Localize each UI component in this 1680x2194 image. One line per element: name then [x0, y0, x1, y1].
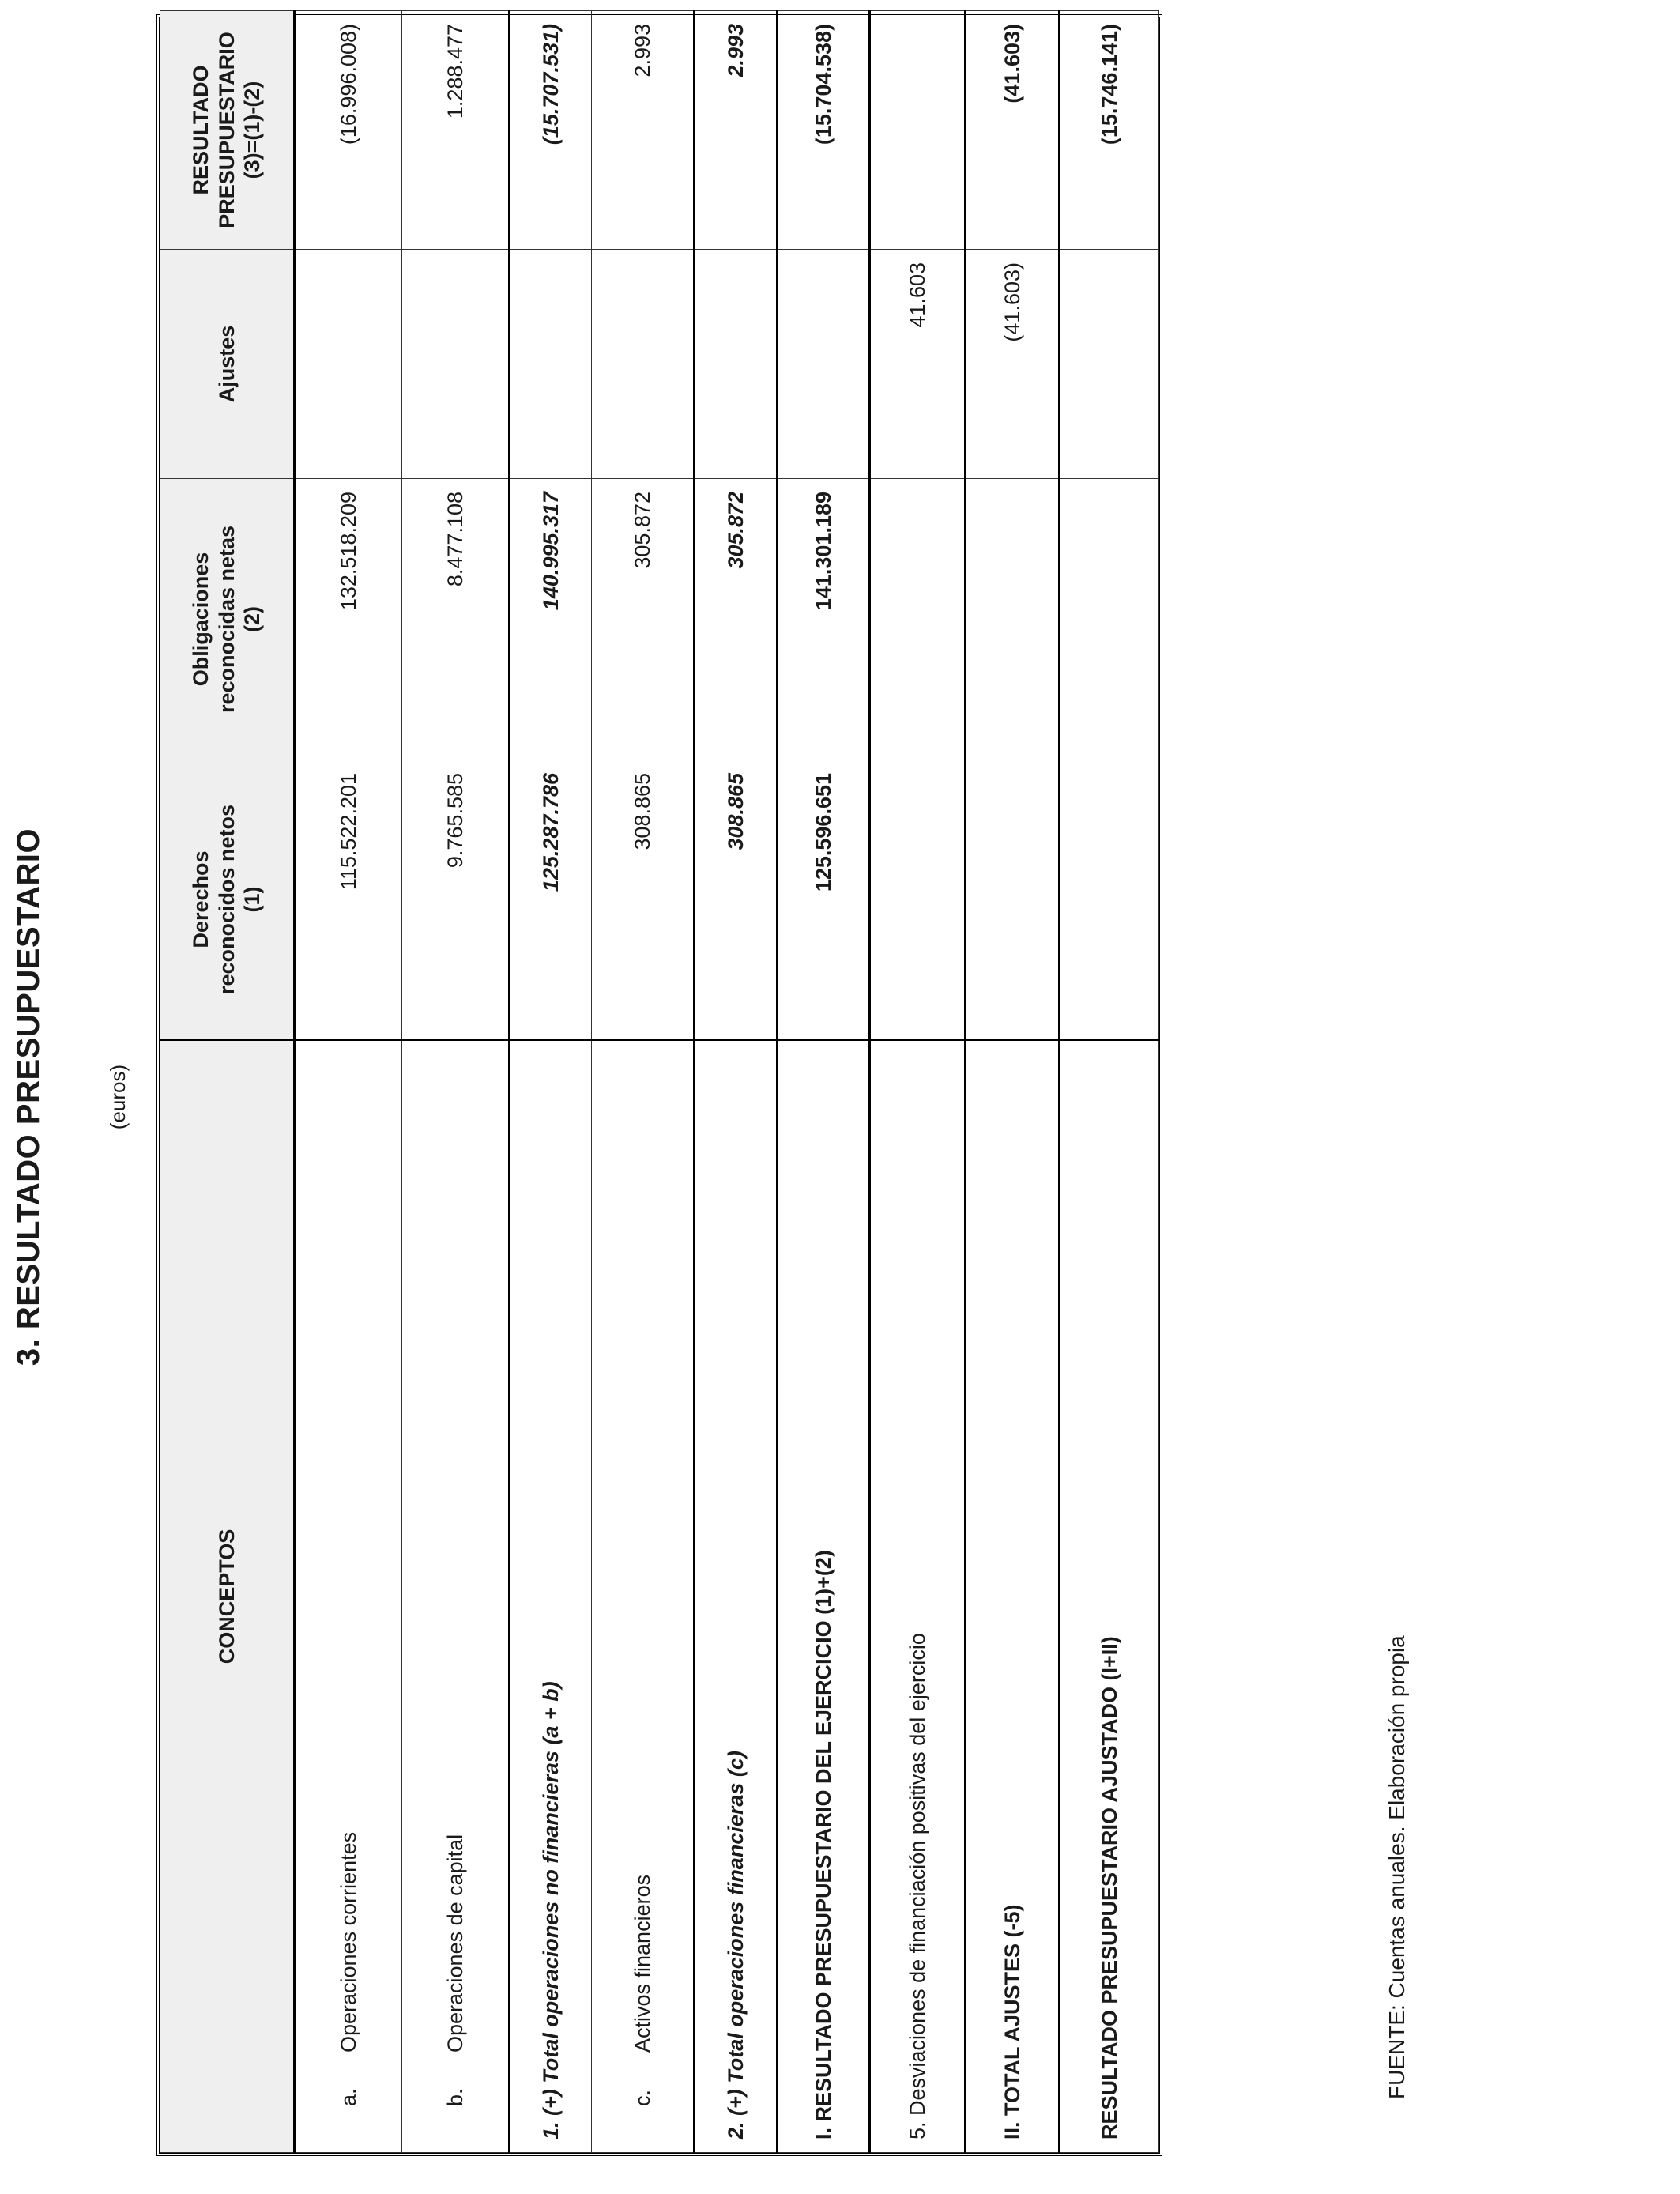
budget-table-frame [156, 14, 1162, 2156]
row-label: Activos financieros [630, 1874, 654, 2053]
cell-adjustments [592, 250, 695, 479]
cell-result: (15.704.538) [778, 11, 870, 250]
cell-adjustments [295, 250, 402, 479]
row-label: Operaciones corrientes [336, 1831, 360, 2053]
cell-adjustments [402, 250, 510, 479]
cell-obligations [966, 479, 1060, 760]
cell-rights: 308.865 [695, 760, 778, 1040]
page-title: 3. RESULTADO PRESUPUESTARIO [11, 827, 46, 1367]
cell-obligations: 140.995.317 [510, 479, 592, 760]
budget-result-table [160, 10, 1159, 2153]
cell-adjustments: (41.603) [966, 250, 1060, 479]
table-row-total-adjustments [966, 11, 1060, 2153]
row-letter: a. [336, 2088, 360, 2106]
source-note: FUENTE: Cuentas anuales. Elaboración propia [1384, 1635, 1409, 2099]
cell-obligations: 305.872 [592, 479, 695, 760]
cell-result: 2.993 [592, 11, 695, 250]
cell-rights: 9.765.585 [402, 760, 510, 1040]
header-rights-line2: reconocidos netos [214, 804, 239, 995]
cell-adjustments [778, 250, 870, 479]
cell-result: (15.707.531) [510, 11, 592, 250]
header-obligations-line3: (2) [240, 606, 265, 632]
table-row-adjusted-result [1060, 11, 1159, 2153]
row-letter: b. [443, 2088, 467, 2106]
cell-rights: 125.596.651 [778, 760, 870, 1040]
row-label: 2. (+) Total operaciones financieras (c) [695, 1040, 778, 2153]
row-letter: c. [630, 2089, 654, 2106]
table-header-row [160, 11, 295, 2153]
row-label: I. RESULTADO PRESUPUESTARIO DEL EJERCICIO (1)+(2) [778, 1040, 870, 2153]
table-row-total-non-financial [510, 11, 592, 2153]
header-result-line3: (3)=(1)-(2) [240, 81, 265, 179]
header-result [160, 11, 295, 250]
table-row-financing-deviations [870, 11, 966, 2153]
cell-rights [1060, 760, 1159, 1040]
row-concept [592, 1040, 695, 2153]
header-result-line1: RESULTADO [189, 65, 213, 195]
cell-obligations: 8.477.108 [402, 479, 510, 760]
table-row-financial-assets [592, 11, 695, 2153]
cell-result: 2.993 [695, 11, 778, 250]
cell-rights [870, 760, 966, 1040]
cell-obligations [1060, 479, 1159, 760]
row-label: 5. Desviaciones de financiación positivas del ejercicio [870, 1040, 966, 2153]
cell-result: 1.288.477 [402, 11, 510, 250]
header-concepts: CONCEPTOS [160, 1040, 295, 2153]
cell-rights [966, 760, 1060, 1040]
table-row-capital-operations [402, 11, 510, 2153]
cell-adjustments [695, 250, 778, 479]
row-concept [295, 1040, 402, 2153]
cell-obligations: 141.301.189 [778, 479, 870, 760]
row-label: RESULTADO PRESUPUESTARIO AJUSTADO (I+II) [1060, 1040, 1159, 2153]
cell-result [870, 11, 966, 250]
table-row-budget-result [778, 11, 870, 2153]
row-label: Operaciones de capital [443, 1834, 467, 2053]
header-obligations [160, 479, 295, 760]
row-label: II. TOTAL AJUSTES (-5) [966, 1040, 1060, 2153]
header-obligations-line2: reconocidas netas [214, 525, 239, 714]
row-concept [402, 1040, 510, 2153]
cell-adjustments [1060, 250, 1159, 479]
header-rights [160, 760, 295, 1040]
cell-result: (16.996.008) [295, 11, 402, 250]
cell-obligations: 132.518.209 [295, 479, 402, 760]
header-rights-line3: (1) [240, 886, 265, 913]
cell-rights: 115.522.201 [295, 760, 402, 1040]
cell-obligations: 305.872 [695, 479, 778, 760]
cell-adjustments: 41.603 [870, 250, 966, 479]
header-rights-line1: Derechos [189, 850, 213, 948]
cell-adjustments [510, 250, 592, 479]
cell-obligations [870, 479, 966, 760]
cell-result: (41.603) [966, 11, 1060, 250]
row-label: 1. (+) Total operaciones no financieras (a + b) [510, 1040, 592, 2153]
cell-rights: 125.287.786 [510, 760, 592, 1040]
table-row-total-financial [695, 11, 778, 2153]
header-obligations-line1: Obligaciones [189, 552, 213, 687]
header-adjustments: Ajustes [160, 250, 295, 479]
cell-result: (15.746.141) [1060, 11, 1159, 250]
unit-label: (euros) [106, 1064, 130, 1130]
header-result-line2: PRESUPUESTARIO [214, 32, 239, 228]
cell-rights: 308.865 [592, 760, 695, 1040]
table-row-current-operations [295, 11, 402, 2153]
